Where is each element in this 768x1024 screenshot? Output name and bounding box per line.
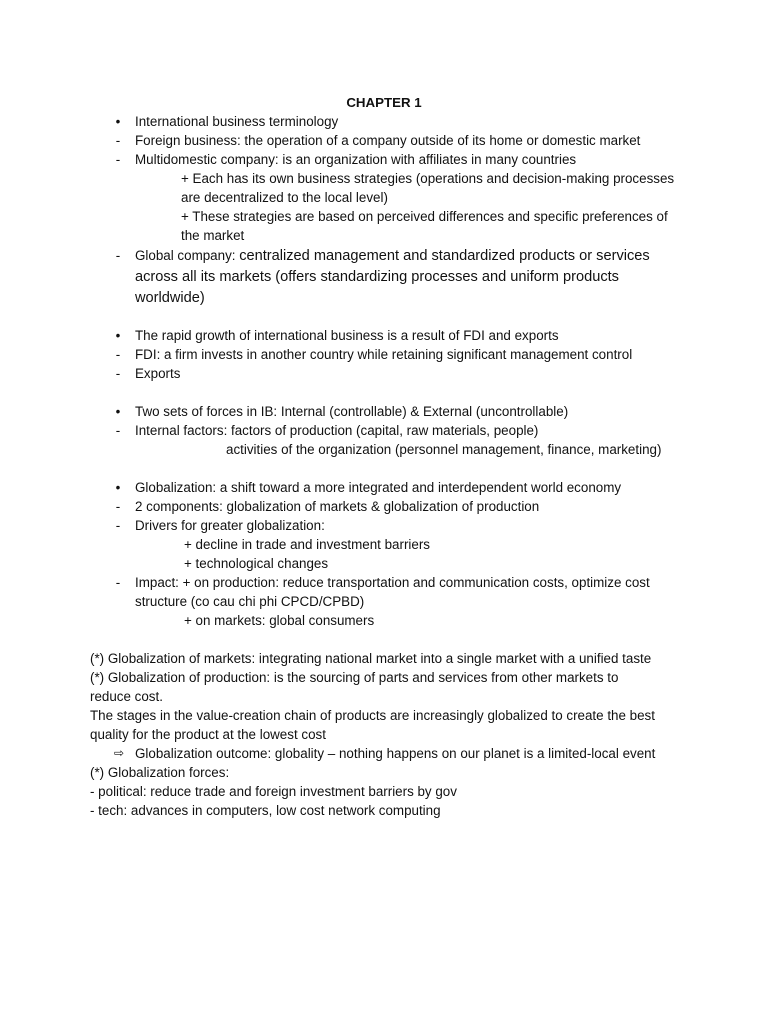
impact-line: Impact: + on production: reduce transportation and communication costs, optimize cost [135,575,650,590]
dash-marker: - [115,133,121,148]
multidomestic-point-2-cont: the market [181,228,245,243]
dash-marker: - [115,575,121,590]
drivers-line: Drivers for greater globalization: [135,518,325,533]
section1-heading: International business terminology [135,114,339,129]
dash-marker: - [115,499,121,514]
internal-factors-line: Internal factors: factors of production (capital, raw materials, people) [135,423,539,438]
components-line: 2 components: globalization of markets & globalization of production [135,499,540,514]
bullet-marker: • [115,114,121,129]
impact-markets: + on markets: global consumers [184,613,375,628]
note-value-chain: The stages in the value-creation chain of products are increasingly globalized to create the best [90,708,655,723]
arrow-icon: ⇨ [113,746,125,760]
internal-factors-cont: activities of the organization (personnel management, finance, marketing) [226,442,662,457]
bullet-marker: • [115,480,121,495]
multidomestic-line: Multidomestic company: is an organization with affiliates in many countries [135,152,577,167]
global-company-desc: centralized management and standardized products or services [239,248,650,264]
note-globalization-forces: (*) Globalization forces: [90,765,230,780]
impact-line-cont: structure (co cau chi phi CPCD/CPBD) [135,594,365,609]
note-globalization-markets: (*) Globalization of markets: integrating national market into a single market with a unified taste [90,651,652,666]
global-company-line [135,246,650,267]
exports-line: Exports [135,366,181,381]
dash-marker: - [115,366,121,381]
force-tech: - tech: advances in computers, low cost network computing [90,803,441,818]
dash-marker: - [115,518,121,533]
dash-marker: - [115,347,121,362]
dash-marker: - [115,423,121,438]
dash-marker: - [115,248,121,263]
dash-marker: - [115,152,121,167]
global-company-desc-3: worldwide) [135,290,205,306]
bullet-marker: • [115,404,121,419]
section4-heading: Globalization: a shift toward a more integrated and interdependent world economy [135,480,622,495]
note-value-chain-cont: quality for the product at the lowest cost [90,727,326,742]
bullet-marker: • [115,328,121,343]
driver-2: + technological changes [184,556,329,571]
multidomestic-point-1: + Each has its own business strategies (operations and decision-making processes [181,171,675,186]
note-globalization-production-cont: reduce cost. [90,689,163,704]
global-company-desc-2: across all its markets (offers standardizing processes and uniform products [135,269,619,285]
multidomestic-point-2: + These strategies are based on perceived differences and specific preferences of [181,209,668,224]
driver-1: + decline in trade and investment barriers [184,537,431,552]
foreign-business-line: Foreign business: the operation of a company outside of its home or domestic market [135,133,641,148]
page-title: CHAPTER 1 [346,95,422,110]
section2-heading: The rapid growth of international business is a result of FDI and exports [135,328,559,343]
multidomestic-point-1-cont: are decentralized to the local level) [181,190,388,205]
fdi-line: FDI: a firm invests in another country while retaining significant management control [135,347,633,362]
section3-heading: Two sets of forces in IB: Internal (controllable) & External (uncontrollable) [135,404,569,419]
globalization-outcome: Globalization outcome: globality – nothing happens on our planet is a limited-local event [135,746,656,761]
global-company-label: Global company: [135,248,236,263]
force-political: - political: reduce trade and foreign investment barriers by gov [90,784,457,799]
note-globalization-production: (*) Globalization of production: is the sourcing of parts and services from other markets to [90,670,619,685]
